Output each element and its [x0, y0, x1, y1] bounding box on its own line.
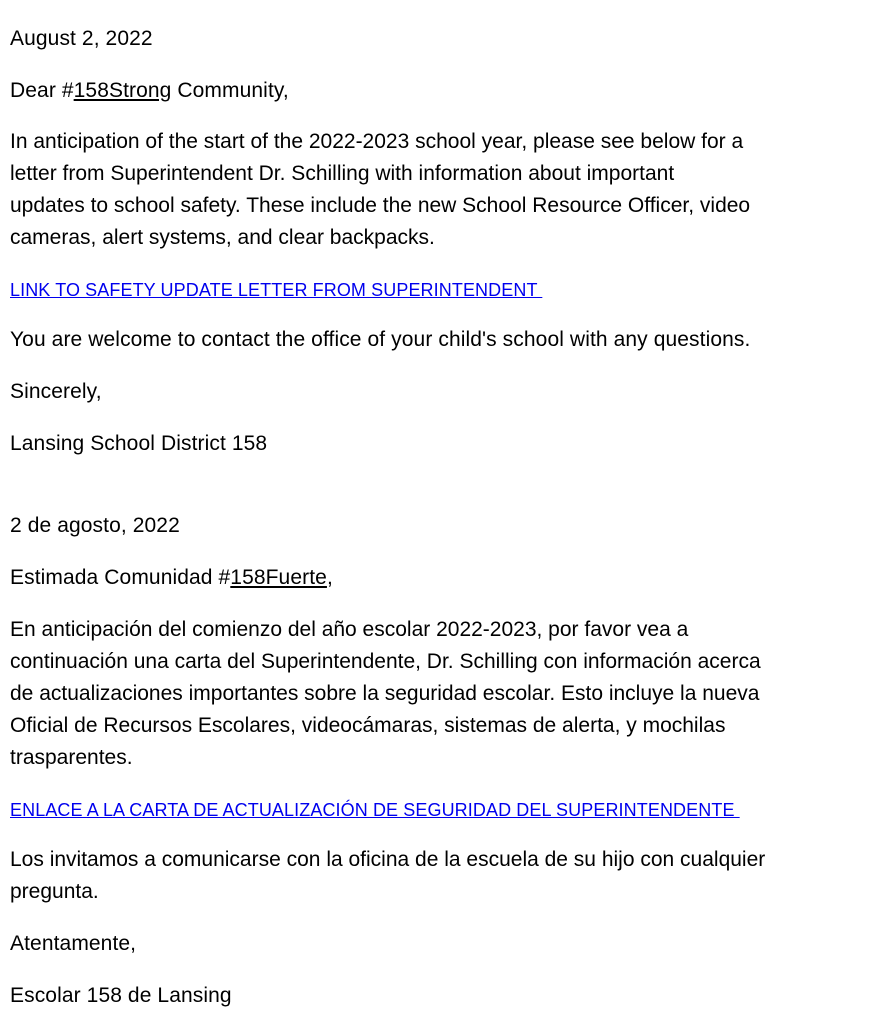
english-greeting-prefix: Dear # [10, 79, 74, 102]
english-signature: Lansing School District 158 [10, 432, 268, 455]
safety-letter-link[interactable]: LINK TO SAFETY UPDATE LETTER FROM SUPERINTENDENT [10, 280, 543, 300]
spanish-date: 2 de agosto, 2022 [10, 514, 180, 537]
english-date: August 2, 2022 [10, 27, 153, 50]
spanish-greeting-suffix: , [326, 566, 333, 589]
spanish-signature: Escolar 158 de Lansing [10, 984, 232, 1007]
english-body-paragraph [10, 126, 880, 254]
spanish-body-line: En anticipación del comienzo del año escolar 2022-2023, por favor vea a [10, 618, 689, 641]
spanish-greeting-prefix: Estimada Comunidad # [10, 566, 231, 589]
spanish-link-row [10, 794, 740, 826]
english-body-line: updates to school safety. These include the new School Resource Officer, video [10, 194, 751, 217]
spanish-body-line: continuación una carta del Superintendente, Dr. Schilling con información acerca [10, 650, 761, 673]
spanish-body-line: Oficial de Recursos Escolares, videocámaras, sistemas de alerta, y mochilas [10, 714, 726, 737]
spanish-body-paragraph [10, 614, 880, 774]
english-hashtag: 158Strong [73, 79, 172, 102]
english-closing: Sincerely, [10, 380, 102, 403]
spanish-contact-paragraph [10, 844, 880, 908]
english-body-line: cameras, alert systems, and clear backpacks. [10, 226, 435, 249]
spanish-body-line: de actualizaciones importantes sobre la seguridad escolar. Esto incluye la nueva [10, 682, 760, 705]
spanish-closing: Atentamente, [10, 932, 137, 955]
english-link-row [10, 274, 542, 306]
english-body-line: In anticipation of the start of the 2022-2023 school year, please see below for a [10, 130, 744, 153]
english-contact: You are welcome to contact the office of your child's school with any questions. [10, 328, 751, 351]
carta-seguridad-link[interactable]: ENLACE A LA CARTA DE ACTUALIZACIÓN DE SEGURIDAD DEL SUPERINTENDENTE [10, 800, 740, 820]
spanish-body-line: trasparentes. [10, 746, 133, 769]
english-body-line: letter from Superintendent Dr. Schilling with information about important [10, 162, 675, 185]
spanish-contact-line: pregunta. [10, 880, 99, 903]
spanish-greeting [10, 562, 333, 594]
spanish-contact-line: Los invitamos a comunicarse con la oficina de la escuela de su hijo con cualquier [10, 848, 766, 871]
english-greeting-suffix: Community, [171, 79, 289, 102]
english-greeting [10, 75, 289, 107]
spanish-hashtag: 158Fuerte [230, 566, 327, 589]
